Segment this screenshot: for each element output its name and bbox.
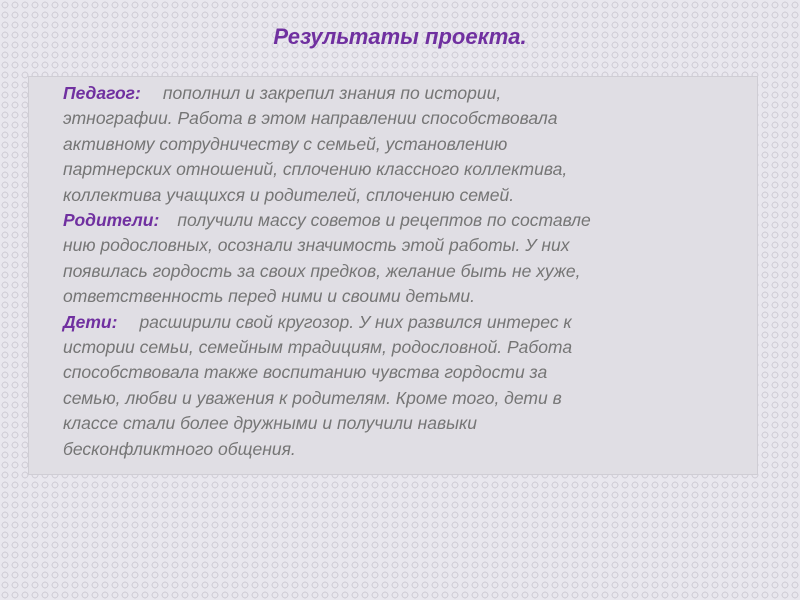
text-line: партнерских отношений, сплочению классного коллектива, (63, 159, 568, 180)
text-line: этнографии. Работа в этом направлении способствовала (63, 108, 558, 129)
text-line: пополнил и закрепил знания по истории, (162, 83, 502, 103)
text-line: появилась гордость за своих предков, желание быть не хуже, (63, 260, 581, 281)
text-line: активному сотрудничеству с семьей, установлению (63, 133, 508, 154)
slide-title: Результаты проекта. (273, 24, 527, 49)
text-line: бесконфликтного общения. (63, 438, 296, 459)
section-teacher (63, 81, 721, 208)
role-label-teacher: Педагог: (63, 83, 141, 103)
text-line: классе стали более дружными и получили навыки (63, 413, 478, 434)
role-label-children: Дети: (63, 311, 118, 332)
text-line: расширили свой кругозор. У них развился интерес к (139, 311, 572, 332)
text-line: коллектива учащихся и родителей, сплочению семей. (63, 184, 515, 205)
section-children (63, 310, 721, 462)
text-line: способствовала также воспитанию чувства гордости за (63, 362, 548, 383)
text-line: семью, любви и уважения к родителям. Кроме того, дети в (63, 387, 562, 408)
role-label-parents: Родители: (63, 210, 160, 231)
text-line: нию родословных, осознали значимость этой работы. У них (63, 235, 570, 256)
text-line: ответственность перед ними и своими детьми. (63, 286, 476, 307)
section-parents (63, 208, 721, 310)
text-line: истории семьи, семейным традициям, родословной. Работа (63, 337, 573, 358)
content-panel (28, 76, 758, 475)
text-line: получили массу советов и рецептов по составле (177, 210, 591, 231)
